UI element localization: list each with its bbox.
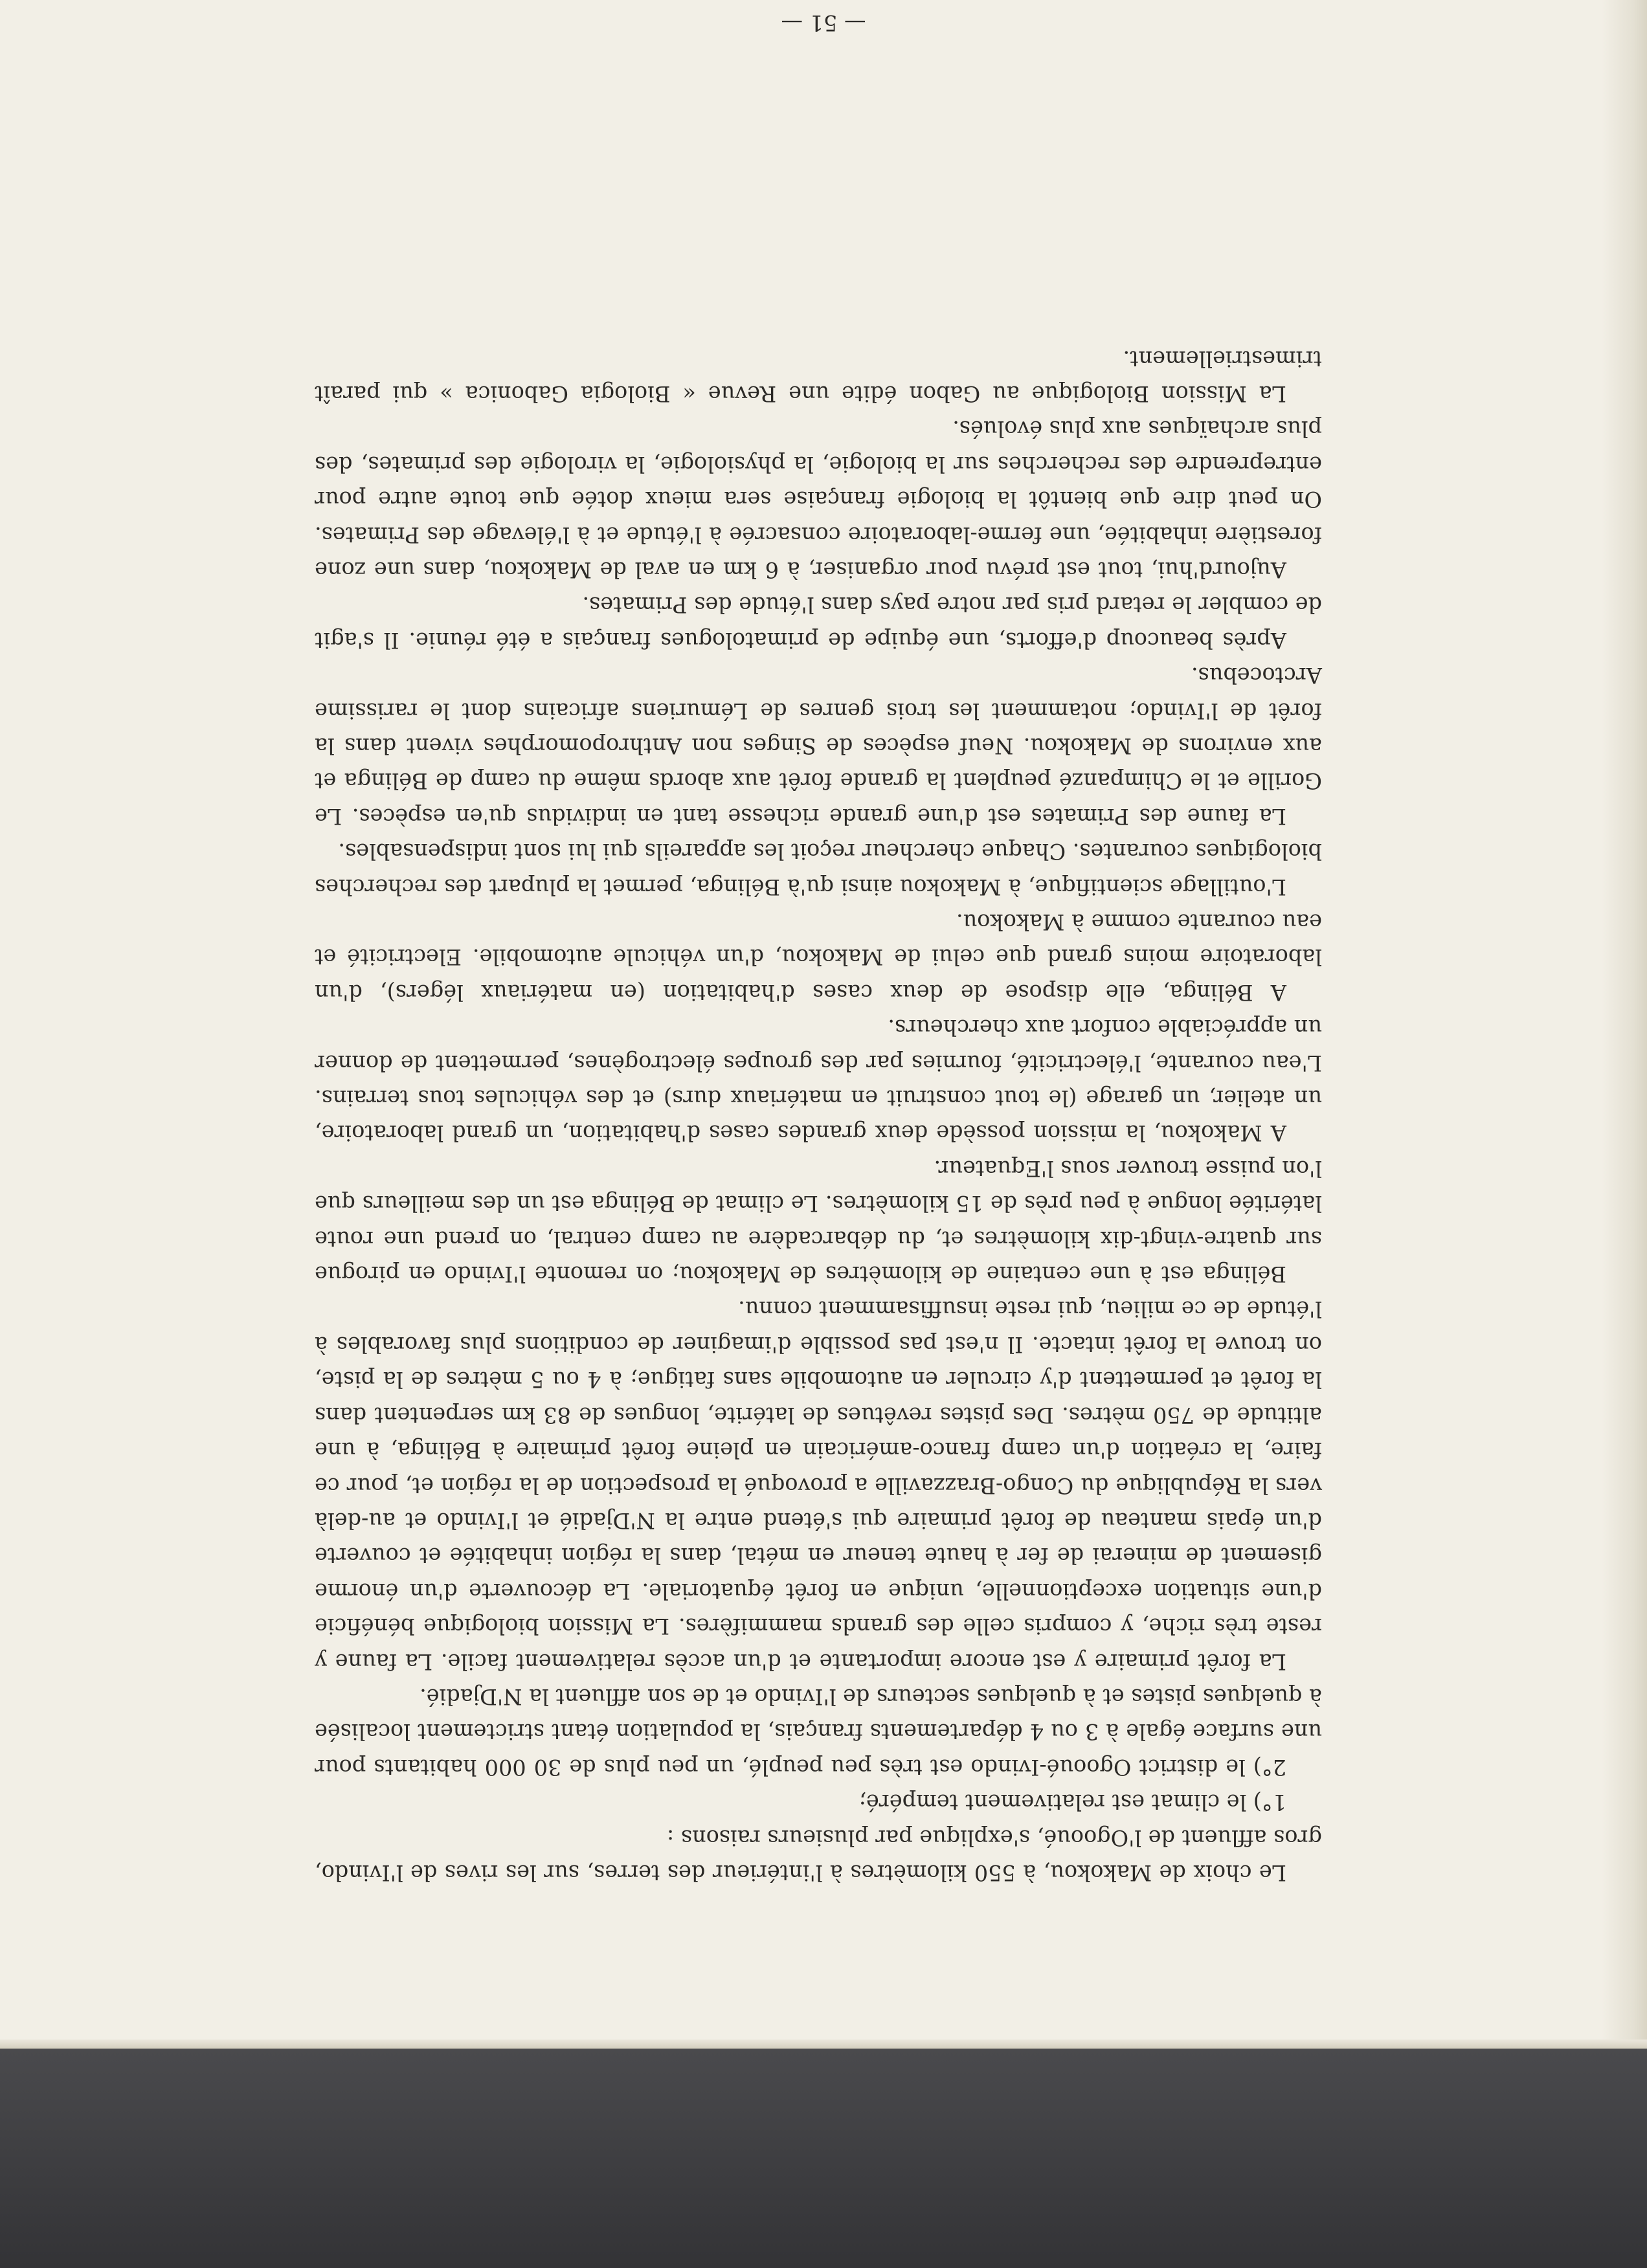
paragraph-intro: Le choix de Makokou, à 550 kilomètres à l'intérieur des terres, sur les rives de l'Ivindo, gros affluent de l'Ogooué, s'explique par plusieurs raisons :	[315, 1825, 1322, 1885]
paper-bottom-edge	[0, 2040, 1647, 2049]
scanner-background	[0, 2049, 1647, 2268]
paragraph-farm-laboratory: Aujourd'hui, tout est prévu pour organiser, à 6 km en aval de Makokou, dans une zone forestière inhabitée, une ferme-laboratoire consacrée à l'étude et à l'élevage des Primates. On peut dire que bientôt la biologie française sera mieux dotée que toute autre pour entreprendre des recherches sur la biologie, la physiologie, la virologie des primates, des plus archaïques aux plus évolués.	[315, 416, 1322, 583]
paragraph-reason-2: 2°) le district Ogooué-Ivindo est très peu peuplé, un peu plus de 30 000 habitants pour une surface égale à 3 ou 4 départements français, la population étant strictement localisée à quelques pistes et à quelques secteurs de l'Ivindo et de son affluent la N'Djadié.	[315, 1684, 1322, 1780]
paragraph-primatologists: Après beaucoup d'efforts, une équipe de primatologues français a été réunie. Il s'agit de combler le retard pris par notre pays dans l'étude des Primates.	[315, 592, 1322, 653]
paragraph-makokou-facilities: A Makokou, la mission possède deux grandes cases d'habitation, un grand laboratoire, un atelier, un garage (le tout construit en matériaux durs) et des véhicules tous terrains. L'eau courante, l'électricité, fournies par des groupes électrogènes, permettent de donner un appréciable confort aux chercheurs.	[315, 1015, 1322, 1146]
paragraph-primates-fauna: La faune des Primates est d'une grande richesse tant en individus qu'en espèces. Le Gorille et le Chimpanzé peuplent la grande forêt aux abords même du camp de Bélinga et aux environs de Makokou. Neuf espèces de Singes non Anthropomorphes vivent dans la forêt de l'Ivindo; notamment les trois genres de Lémuriens africains dont le rarissime Arctocebus.	[315, 663, 1322, 829]
paragraph-equipment: L'outillage scientifique, à Makokou ainsi qu'à Bélinga, permet la plupart des recherches biologiques courantes. Chaque chercheur reçoit les appareils qui lui sont indispensables.	[315, 839, 1322, 900]
paragraph-belinga: Bélinga est à une centaine de kilomètres de Makokou; on remonte l'Ivindo en pirogue sur quatre-vingt-dix kilomètres et, du débarcadère au camp central, on prend une route latéritée longue à peu près de 15 kilomètres. Le climat de Bélinga est un des meilleurs que l'on puisse trouver sous l'Equateur.	[315, 1155, 1322, 1287]
paper-edge-shadow	[1602, 0, 1647, 2049]
paragraph-belinga-facilities: A Bélinga, elle dispose de deux cases d'habitation (en matériaux légers), d'un laboratoire moins grand que celui de Makokou, d'un véhicule automobile. Electricité et eau courante comme à Makokou.	[315, 909, 1322, 1005]
page-number: — 51 —	[781, 10, 866, 36]
paragraph-forest: La forêt primaire y est encore importante et d'un accès relativement facile. La faune y reste très riche, y compris celle des grands mammifères. La Mission biologique bénéficie d'une situation exceptionnelle, unique en forêt équatoriale. La découverte d'un énorme gisement de minerai de fer à haute teneur en métal, dans la région inhabitée et couverte d'un épais manteau de forêt primaire qui s'étend entre la N'Djadié et l'Ivindo et au-delà vers la République du Congo-Brazzaville a provoqué la prospection de la région et, pour ce faire, la création d'un camp franco-américain en pleine forêt primaire à Bélinga, à une altitude de 750 mètres. Des pistes revêtues de latérite, longues de 83 km serpentent dans la forêt et permettent d'y circuler en automobile sans fatigue; à 4 ou 5 mètres de la piste, on trouve la forêt intacte. Il n'est pas possible d'imaginer de conditions plus favorables à l'étude de ce milieu, qui reste insuffisamment connu.	[315, 1296, 1322, 1674]
paragraph-reason-1: 1°) le climat est relativement tempéré;	[858, 1790, 1286, 1816]
paragraph-journal: La Mission Biologique au Gabon édite une Revue « Biologia Gabonica » qui paraît trimestriellement.	[315, 346, 1322, 406]
body-text	[315, 39, 1322, 1890]
